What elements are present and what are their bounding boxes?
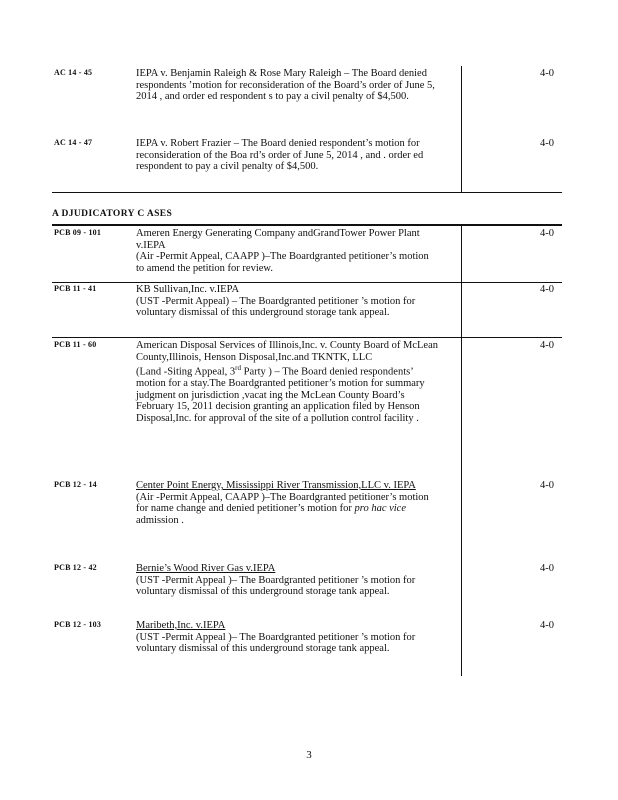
column-divider-top: [461, 66, 462, 192]
case-description: [136, 340, 438, 425]
case-code: PCB 12 - 14: [54, 480, 97, 489]
case-vote: 4-0: [540, 620, 554, 631]
case-vote: 4-0: [540, 563, 554, 574]
case-text: (UST -Permit Appeal )– The Boardgranted petitioner ’s motion for voluntary dismissal of this underground storage tank appeal.: [136, 574, 416, 598]
case-text: (Land -Siting Appeal, 3rd Party ) – The Board denied respondents’ motion for a stay.The Boardgranted petitioner’s motion for summary judgment on jurisdiction ,vacat ing the McLean County Board’s February 15, 2011 decision granting an application filed by Henson Disposal,Inc. for approval of the site of a pollution control facility .: [136, 364, 425, 425]
case-code: PCB 11 - 60: [54, 340, 97, 349]
page-number: 3: [306, 749, 312, 761]
case-caption: American Disposal Services of Illinois,Inc. v. County Board of McLean County,Illinois, Henson Disposal,Inc.and TKNTK, LLC: [136, 340, 438, 363]
divider: [52, 337, 562, 338]
case-vote: 4-0: [540, 228, 554, 239]
case-vote: 4-0: [540, 284, 554, 295]
case-description: [136, 68, 438, 103]
section-heading: A DJUDICATORY C ASES: [52, 209, 173, 219]
case-vote: 4-0: [540, 68, 554, 79]
case-caption: Maribeth,Inc. v.IEPA: [136, 620, 226, 631]
case-description: [136, 480, 438, 526]
case-text: (Air -Permit Appeal, CAAPP )–The Boardgranted petitioner’s motion to amend the petition for review.: [136, 251, 429, 274]
case-code: AC 14 - 47: [54, 138, 93, 147]
case-caption: Center Point Energy, Mississippi River Transmission,LLC v. IEPA: [136, 480, 416, 491]
case-text: – The Board denied respondent’s motion for reconsideration of the Boa rd’s order of June 5, 2014 , and . order ed respondent to pay a civil penalty of $4,500.: [136, 138, 424, 173]
case-code: PCB 12 - 103: [54, 620, 102, 629]
case-caption: KB Sullivan,Inc. v.IEPA: [136, 284, 240, 295]
case-caption: IEPA v. Benjamin Raleigh & Rose Mary Raleigh: [136, 68, 342, 79]
case-code: PCB 12 - 42: [54, 563, 97, 572]
case-description: [136, 563, 438, 598]
case-text: (UST -Permit Appeal )– The Boardgranted petitioner ’s motion for voluntary dismissal of this underground storage tank appeal.: [136, 631, 416, 655]
case-description: [136, 284, 438, 319]
divider: [52, 192, 562, 193]
case-description: [136, 138, 438, 173]
case-caption: IEPA v. Robert Frazier: [136, 138, 232, 149]
case-description: [136, 620, 438, 655]
case-text: (UST -Permit Appeal) – The Boardgranted petitioner ’s motion for voluntary dismissal of this underground storage tank appeal.: [136, 295, 416, 319]
case-vote: 4-0: [540, 340, 554, 351]
case-caption: Bernie’s Wood River Gas v.IEPA: [136, 563, 276, 574]
divider: [52, 224, 562, 226]
divider: [52, 282, 562, 283]
column-divider-cases: [461, 226, 462, 676]
case-code: PCB 11 - 41: [54, 284, 97, 293]
case-code: AC 14 - 45: [54, 68, 93, 77]
case-vote: 4-0: [540, 138, 554, 149]
case-text: (Air -Permit Appeal, CAAPP )–The Boardgranted petitioner’s motion for name change and denied petitioner’s motion for pro hac vice admission .: [136, 491, 429, 526]
case-text: – The Board denied respondents ’motion for reconsideration of the Board’s order of June 5, 2014 , and order ed respondent s to pay a civil penalty of $4,500.: [136, 68, 435, 103]
case-code: PCB 09 - 101: [54, 228, 102, 237]
case-description: [136, 228, 438, 274]
case-caption: Ameren Energy Generating Company andGrandTower Power Plant v.IEPA: [136, 228, 420, 251]
case-vote: 4-0: [540, 480, 554, 491]
